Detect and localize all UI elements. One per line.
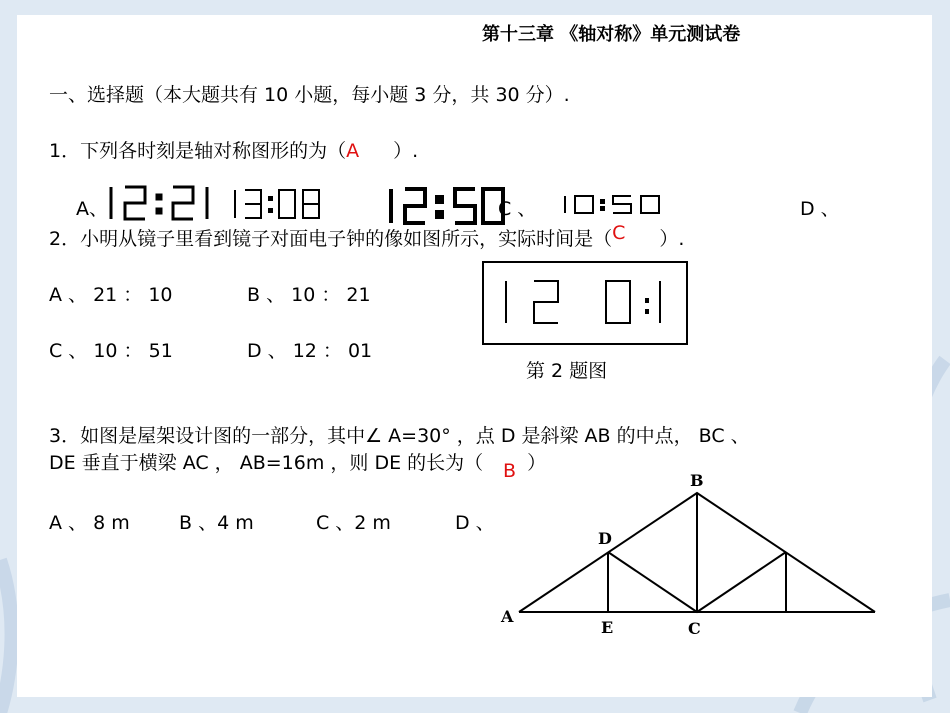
slide-page — [17, 15, 932, 697]
q2-option-b: B 、 10 ： 21 — [247, 284, 371, 306]
roof-truss-diagram — [497, 470, 897, 655]
page-title: 第十三章 《轴对称》单元测试卷 — [482, 24, 741, 45]
question-2-text: 2．小明从镜子里看到镜子对面电子钟的像如图所示，实际时间是（ — [49, 228, 613, 250]
question-1-close: ）. — [393, 140, 419, 162]
q2-option-a: A 、 21 ： 10 — [49, 284, 173, 306]
question-1-stem — [49, 139, 418, 163]
q1-option-c: C 、 — [498, 198, 537, 220]
question-2-close: ）. — [659, 228, 685, 250]
q1-option-d: D 、 — [800, 198, 840, 220]
point-e-label: E — [601, 618, 614, 637]
q3-option-d: D 、 — [455, 512, 495, 534]
q2-figure-caption: 第 2 题图 — [526, 360, 608, 382]
question-3-line-1: 3．如图是屋架设计图的一部分，其中∠ A=30° ，点 D 是斜梁 AB 的中点， BC 、 — [49, 425, 750, 447]
question-1-answer: A — [346, 140, 360, 162]
point-c-label: C — [688, 619, 701, 638]
question-1-text: 1．下列各时刻是轴对称图形的为（ — [49, 140, 347, 162]
question-3-answer: B — [503, 460, 517, 482]
section-heading: 一、选择题（本大题共有 10 小题，每小题 3 分，共 30 分）. — [49, 84, 570, 106]
q3-option-c: C 、2 m — [316, 512, 391, 534]
question-3-close: ） — [527, 452, 547, 474]
point-b-label: B — [690, 471, 704, 490]
question-3-line-2 — [49, 451, 546, 475]
mirrored-clock-figure — [482, 261, 688, 345]
question-2-answer: C — [612, 222, 626, 244]
q1-option-a: A、 — [76, 198, 108, 220]
clock-display-c — [383, 185, 513, 229]
q3-option-a: A 、 8 m — [49, 512, 130, 534]
clock-display-d — [557, 193, 687, 219]
question-3-text: DE 垂直于横梁 AC ， AB=16m ，则 DE 的长为（ — [49, 452, 484, 474]
q3-option-b: B 、4 m — [179, 512, 254, 534]
clock-display-b — [227, 187, 347, 223]
question-2-stem — [49, 222, 685, 251]
point-a-label: A — [501, 607, 514, 626]
q2-option-c: C 、 10 ： 51 — [49, 340, 173, 362]
q2-option-d: D 、 12 ： 01 — [247, 340, 373, 362]
point-d-label: D — [598, 529, 612, 548]
